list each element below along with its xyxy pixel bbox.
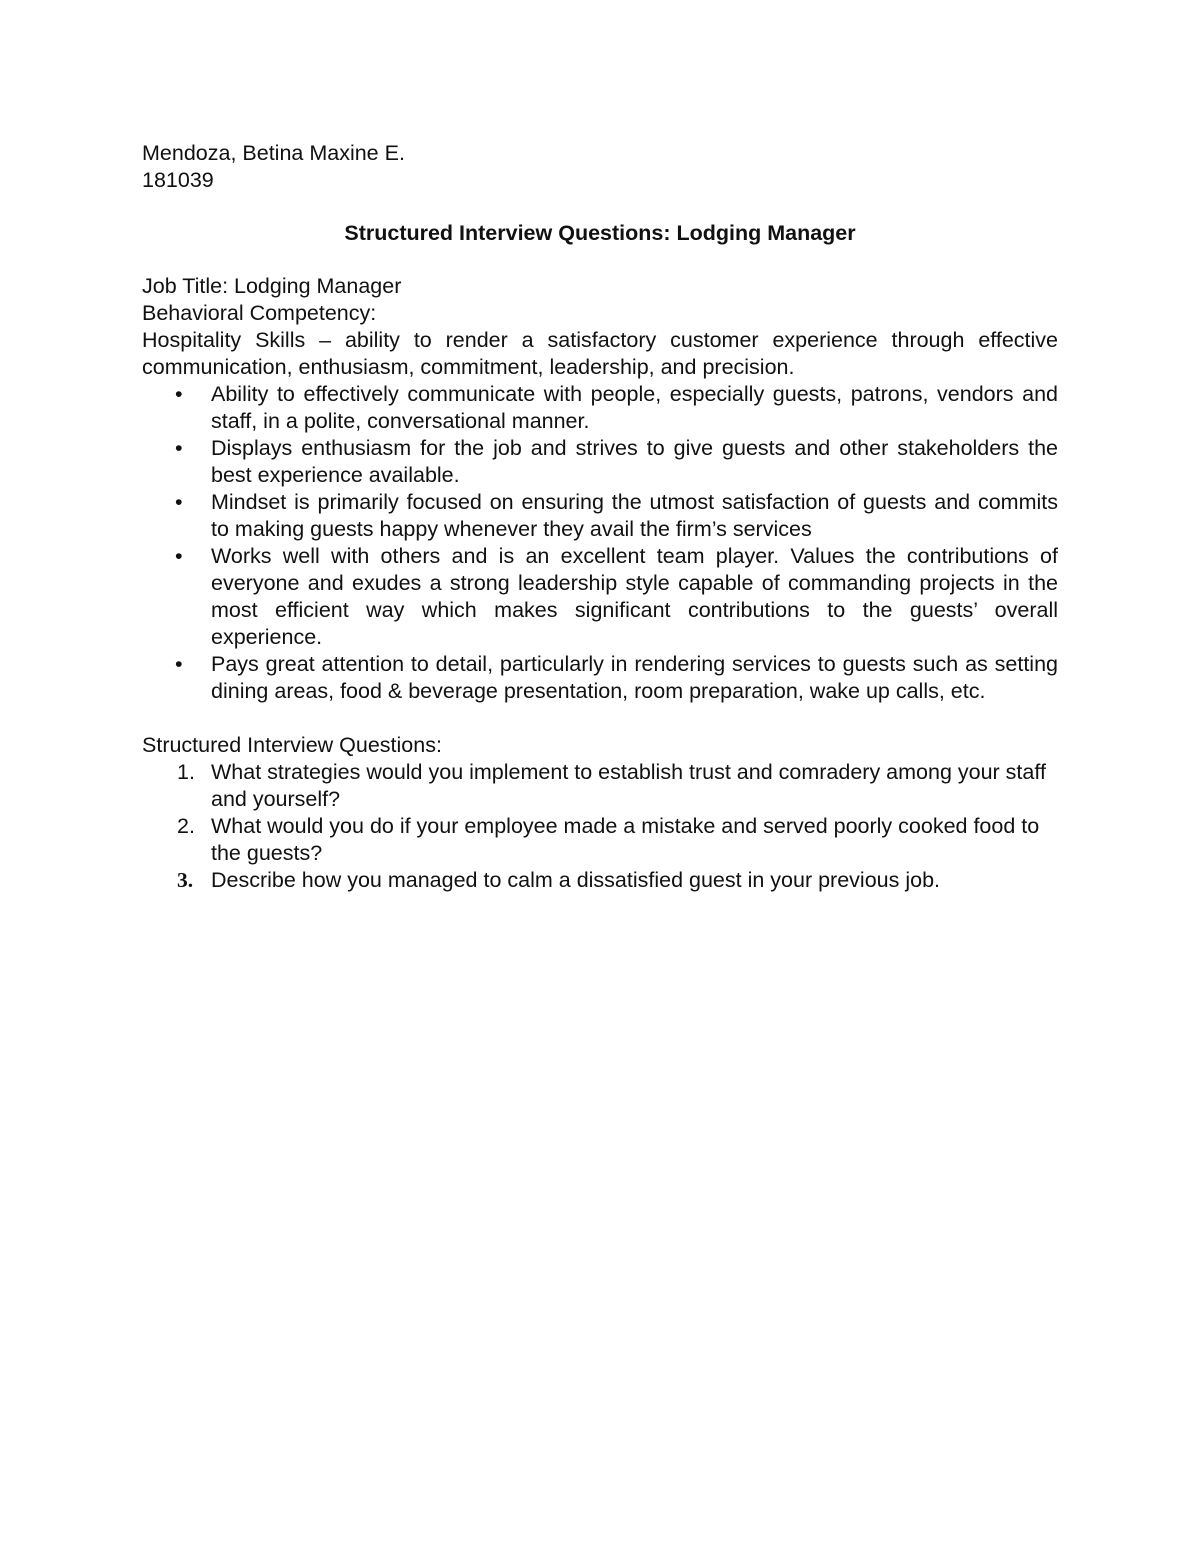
question-text: What strategies would you implement to establish trust and comradery among your staff and yourself? bbox=[211, 760, 1046, 811]
competency-description: Hospitality Skills – ability to render a satisfactory customer experience through effective communication, enthusiasm, commitment, leadership, and precision. bbox=[142, 328, 1058, 379]
question-number: 1. bbox=[177, 760, 195, 784]
question-text: What would you do if your employee made a mistake and served poorly cooked food to the guests? bbox=[211, 814, 1040, 865]
competency-label: Behavioral Competency: bbox=[142, 301, 377, 325]
question-item bbox=[142, 867, 1058, 894]
bullet-text: Works well with others and is an excellent team player. Values the contributions of everyone and exudes a strong leadership style capable of commanding projects in the most efficient way which makes significant contributions to the guests’ overall experience. bbox=[211, 544, 1058, 649]
document-page bbox=[142, 140, 1058, 894]
bullet-icon: • bbox=[175, 436, 183, 460]
bullet-icon: • bbox=[175, 544, 183, 568]
list-item bbox=[142, 651, 1058, 705]
interview-questions-list bbox=[142, 759, 1058, 894]
question-number: 3. bbox=[177, 868, 194, 892]
list-item bbox=[142, 543, 1058, 651]
question-text: Describe how you managed to calm a dissatisfied guest in your previous job. bbox=[211, 868, 940, 892]
list-item bbox=[142, 489, 1058, 543]
bullet-text: Ability to effectively communicate with people, especially guests, patrons, vendors and staff, in a polite, conversational manner. bbox=[211, 382, 1058, 433]
bullet-icon: • bbox=[175, 490, 183, 514]
bullet-text: Displays enthusiasm for the job and strives to give guests and other stakeholders the best experience available. bbox=[211, 436, 1058, 487]
question-item bbox=[142, 813, 1058, 867]
bullet-text: Pays great attention to detail, particularly in rendering services to guests such as setting dining areas, food & beverage presentation, room preparation, wake up calls, etc. bbox=[211, 652, 1058, 703]
document-title: Structured Interview Questions: Lodging Manager bbox=[344, 221, 856, 245]
job-title: Job Title: Lodging Manager bbox=[142, 274, 402, 298]
bullet-icon: • bbox=[175, 652, 183, 676]
question-item bbox=[142, 759, 1058, 813]
bullet-text: Mindset is primarily focused on ensuring the utmost satisfaction of guests and commits to making guests happy whenever they avail the firm’s services bbox=[211, 490, 1058, 541]
bullet-icon: • bbox=[175, 382, 183, 406]
list-item bbox=[142, 435, 1058, 489]
questions-heading: Structured Interview Questions: bbox=[142, 733, 442, 757]
author-name: Mendoza, Betina Maxine E. bbox=[142, 141, 405, 165]
student-id: 181039 bbox=[142, 168, 214, 192]
competency-bullet-list bbox=[142, 381, 1058, 705]
list-item bbox=[142, 381, 1058, 435]
question-number: 2. bbox=[177, 814, 195, 838]
